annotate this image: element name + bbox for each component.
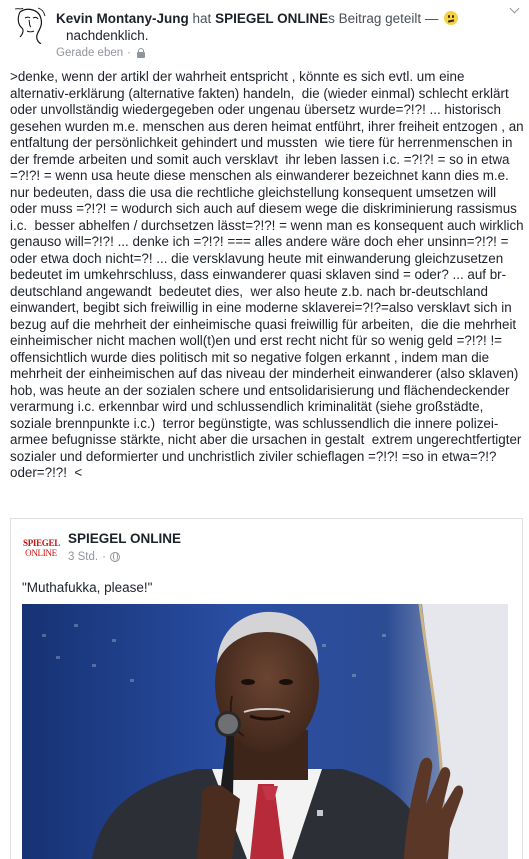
meta-separator: · [127,47,131,59]
chevron-down-icon[interactable] [508,4,522,18]
post-meta [56,47,145,59]
shared-page-name[interactable]: SPIEGEL ONLINE [68,531,182,546]
shared-suffix: s Beitrag geteilt — [328,11,439,26]
post-header [56,10,496,27]
speaker-photo [22,604,508,859]
avatar-sketch [11,6,49,44]
shared-page-link[interactable]: SPIEGEL ONLINE [215,11,329,26]
avatar[interactable] [11,6,49,44]
logo-line-1: SPIEGEL [23,538,60,548]
shared-quote: "Muthafukka, please!" [22,580,153,595]
shared-meta-separator: · [102,551,106,563]
logo-line-2: ONLINE [25,548,57,558]
shared-photo[interactable] [22,604,508,859]
spiegel-logo[interactable] [23,536,59,560]
globe-icon[interactable] [110,552,120,562]
shared-post-meta [68,551,120,563]
shared-word: hat [192,11,212,26]
feeling-text: nachdenklich. [66,28,149,43]
shared-post-card[interactable] [10,518,523,859]
shared-timestamp[interactable]: 3 Std. [68,551,99,563]
author-name-link[interactable]: Kevin Montany-Jung [56,11,189,26]
lock-icon[interactable] [137,48,145,58]
post-timestamp[interactable]: Gerade eben [56,47,124,59]
confused-emoji-icon [444,11,458,25]
post-body-text: >denke, wenn der artikl der wahrheit entspricht , könnte es sich evtl. um eine alternativ-erklärung (alternative fakten) handeln, die (wieder einmal) schlecht erklärt oder unvollständig wiedergegeben oder ungenau übersetz wurde=?!?! ... historisch gesehen wurden m.e. menschen aus deren heimat entführt, ihrer freiheit entzogen , an entfaltung der persönlichkeit gehindert und mussten wie tiere für herrenmenschen in der fremde arbeiten und somit auch versklavt ihr leben lassen i.c. =?!?! = so in etwa =?!?! = wenn usa heute diese menschen als einwanderer bezeichnet kann dies m.e. nur bedeuten, dass die usa die rechtliche gleichstellung konsequent umsetzen will oder muss =?!?! = wodurch sich auch auf diesem wege die diskriminierung rassismus i.c. besser abhelfen / durchsetzen lässt=?!?! = wenn man es konsequent auch wirklich genauso will=?!?! ... denke ich =?!?! === alles andere wäre doch eher unsinn=?!?! = oder etwa doch nicht=?! ... die versklavung heute mit einwanderung gleichzusetzen bedeutet im umkehrschluss, dass einwanderer quasi sklaven sind = oder? ... auf br-deutschland angewandt bedeutet dies, wer also heute z.b. nach br-deutschland einwandert, begibt sich freiwillig in eine moderne sklaverei=?!?=also versklavt sich in bezug auf die mehrheit der einheimische quasi freiwillig für arbeiten, die die mehrheit einheimischer nicht machen woll(t)en und erst recht nicht für so wenig geld =?!?! != offensichtlich wurde dies politisch mit so negative folgen erkannt , indem man die mehrheit der einheimischen auf das niveau der minderheit einwanderer (also sklaven) hob, was heute an der sozialen schere und entsolidarisierung und flächendeckender verarmung i.c. erkennbar wird und schlussendlich kriminalität (siehe großstädte, soziale brennpunkte i.c.) terror begünstigte, was schlussendlich die innere polizei-armee befugnisse stärkte, nicht aber die ursachen in gestalt extrem ungerechtfertigter sozialer und deformierter und unchristlich ziviler schieflagen =?!?! =so in etwa=?!? oder=?!?! < [10,69,528,480]
